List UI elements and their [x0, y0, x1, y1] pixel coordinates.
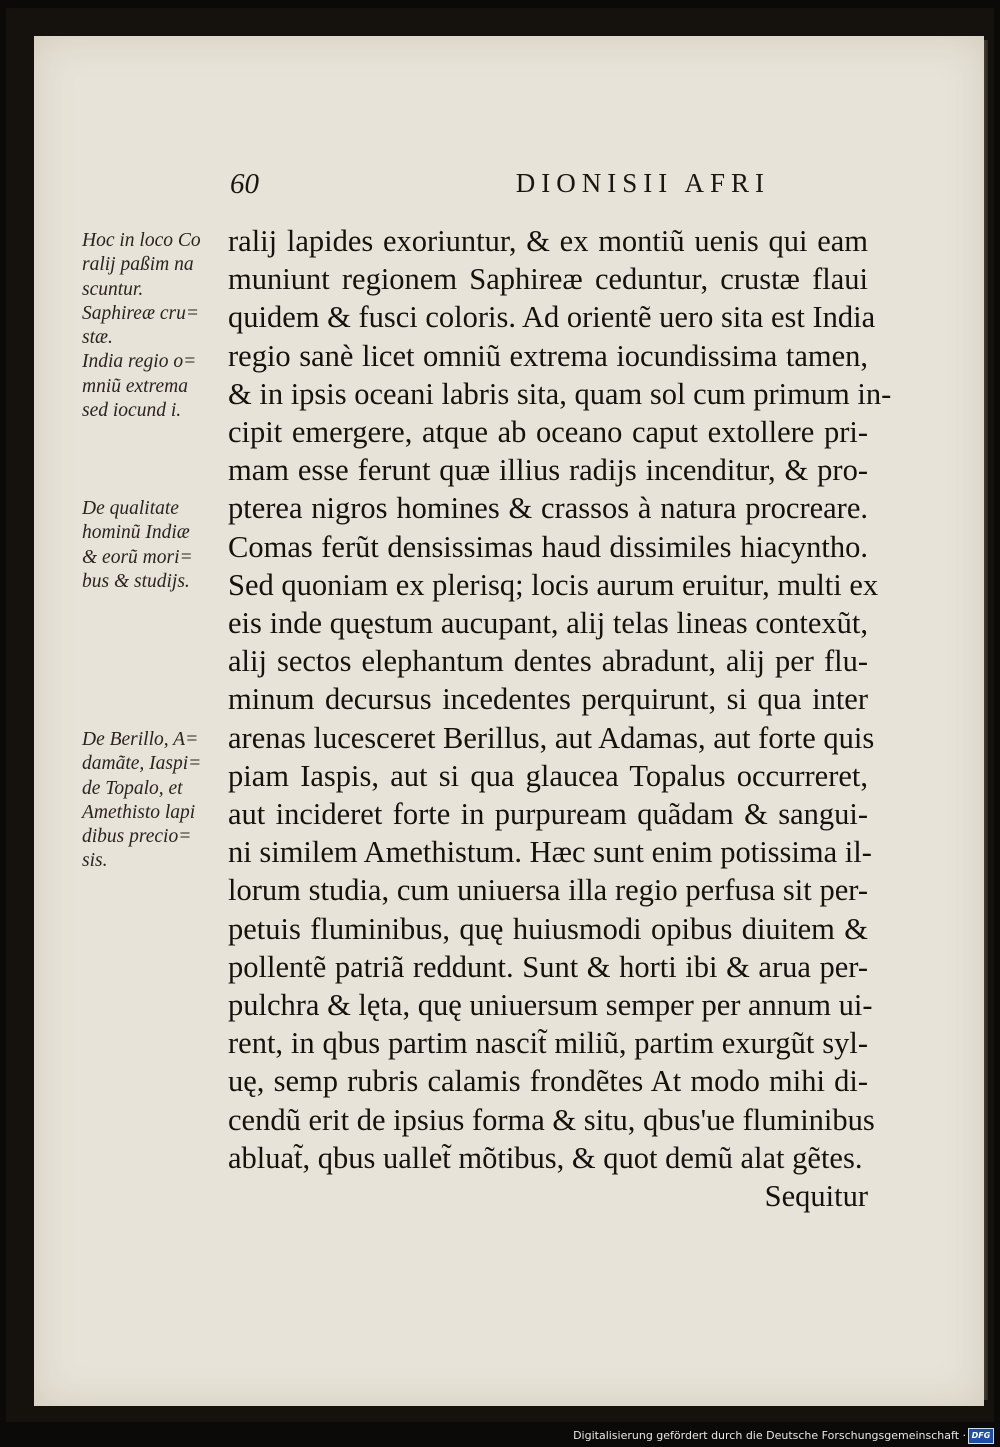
marginal-note-1 [82, 229, 232, 423]
text-line: cendũ erit de ipsius forma & situ, qbus'ue fluminibus [228, 1102, 875, 1137]
text-line: regio sanè licet omniũ extrema iocundissima tamen, [228, 338, 868, 373]
marginal-line: dibus precio= [82, 826, 192, 848]
marginal-line: De Berillo, A= [82, 729, 199, 750]
marginal-line: & eorũ mori= [82, 546, 193, 568]
catchword: Sequitur [764, 1179, 868, 1214]
text-line: abluat̃, qbus uallet̃ mõtibus, & quot demũ alat gẽtes. [228, 1140, 863, 1175]
text-line: ralij lapides exoriuntur, & ex montiũ uenis qui eam [228, 224, 868, 258]
page-header [230, 168, 870, 208]
marginal-line: stæ. [82, 327, 113, 349]
text-line: quidem & fusci coloris. Ad orientẽ uero sita est India [228, 300, 876, 335]
marginal-note-2 [82, 497, 232, 594]
text-line: pollentẽ patriã reddunt. Sunt & horti ibi & arua per- [228, 949, 868, 984]
text-line: uę, semp rubris calamis frondẽtes At modo mihi di- [228, 1064, 868, 1099]
text-line: mam esse ferunt quæ illius radijs incenditur, & pro- [228, 453, 868, 488]
marginal-line: sis. [82, 850, 108, 872]
text-line: rent, in qbus partim nascit̃ miliũ, partim exurgũt syl- [228, 1026, 868, 1061]
text-line: Sed quoniam ex plerisq; locis aurum eruitur, multi ex [228, 567, 879, 602]
text-line: alij sectos elephantum dentes abradunt, alij per flu- [228, 644, 868, 679]
marginal-line: sed iocund i. [82, 400, 182, 422]
marginal-line: India regio o= [82, 351, 197, 373]
marginal-line: mniũ extrema [82, 375, 188, 397]
text-line: & in ipsis oceani labris sita, quam sol cum primum in- [228, 376, 892, 411]
marginal-line: Hoc in loco Co [82, 230, 201, 251]
marginal-note-3 [82, 728, 232, 874]
dfg-logo-icon: DFG [968, 1428, 994, 1444]
text-line: minum decursus incedentes perquirunt, si qua inter [228, 682, 868, 717]
marginal-line: De qualitate [82, 498, 179, 519]
page-number: 60 [230, 168, 259, 200]
text-line: piam Iaspis, aut si qua glaucea Topalus occurreret, [228, 758, 868, 793]
running-title: DIONISII AFRI [515, 168, 770, 198]
marginal-line: scuntur. [82, 278, 144, 300]
text-line: lorum studia, cum uniuersa illa regio perfusa sit per- [228, 873, 868, 908]
text-line: aut incideret forte in purpuream quãdam & sangui- [228, 797, 868, 832]
marginal-line: Amethisto lapi [82, 801, 196, 823]
text-line: pulchra & lęta, quę uniuersum semper per annum ui- [228, 988, 873, 1023]
text-line: petuis fluminibus, quę huiusmodi opibus diuitem & [228, 911, 868, 946]
marginal-line: bus & studijs. [82, 570, 190, 592]
text-line: eis inde quęstum aucupant, alij telas lineas contexũt, [228, 606, 868, 641]
marginal-line: Saphireæ cru= [82, 302, 199, 324]
marginal-line: damãte, Iaspi= [82, 753, 202, 775]
text-line: pterea nigros homines & crassos à natura procreare. [228, 491, 868, 526]
text-line: Comas ferũt densissimas haud dissimiles hiacyntho. [228, 529, 868, 564]
text-line: muniunt regionem Saphireæ ceduntur, crustæ flaui [228, 262, 868, 297]
body-text [228, 222, 892, 1215]
marginal-line: ralij paßim na [82, 254, 194, 276]
text-line: ni similem Amethistum. Hæc sunt enim potissima il- [228, 835, 872, 870]
digitization-footer [0, 1426, 1000, 1447]
marginal-line: hominũ Indiæ [82, 522, 190, 544]
text-line: cipit emergere, atque ab oceano caput extollere pri- [228, 415, 868, 450]
text-line: arenas lucesceret Berillus, aut Adamas, aut forte quis [228, 720, 875, 755]
funding-credit: Digitalisierung gefördert durch die Deutsche Forschungsgemeinschaft · [573, 1429, 966, 1442]
marginal-line: de Topalo, et [82, 777, 183, 799]
